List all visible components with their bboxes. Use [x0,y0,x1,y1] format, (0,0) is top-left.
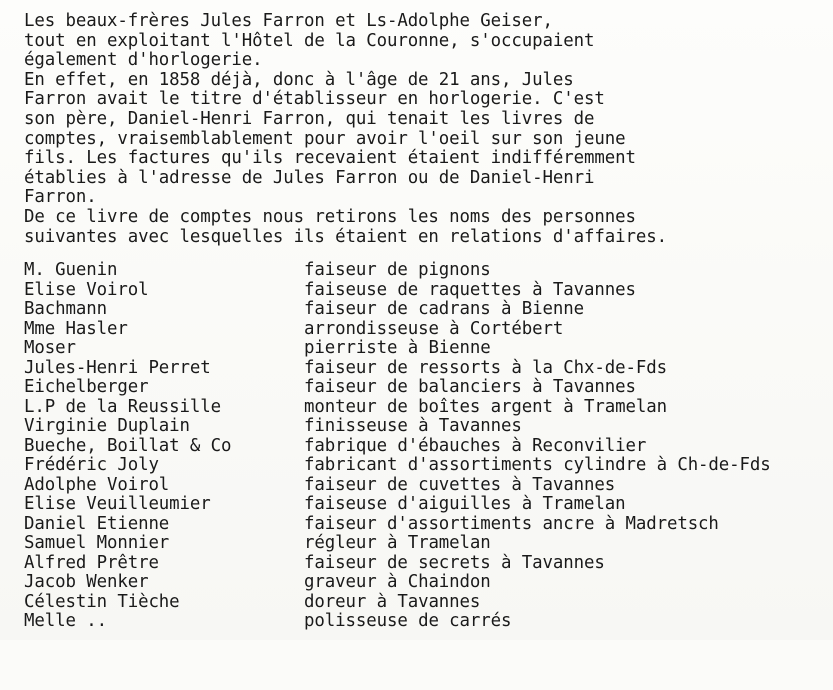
intro-line: De ce livre de comptes nous retirons les noms des personnes [24,206,636,227]
business-contacts-list [24,261,833,632]
contact-name: Melle .. [24,611,107,631]
contact-name: Elise Veuilleumier [24,494,211,514]
intro-line: suivantes avec lesquelles ils étaient en relations d'affaires. [24,226,667,247]
intro-line: En effet, en 1858 déjà, donc à l'âge de 21 ans, Jules [24,69,574,90]
contact-name: Jacob Wenker [24,572,149,592]
list-item [24,534,833,554]
contact-name: Mme Hasler [24,318,128,339]
contact-name: Bueche, Boillat & Co [24,435,232,456]
contact-trade: faiseur de pignons [304,260,491,280]
contact-trade: arrondisseuse à Cortébert [304,318,564,339]
contact-trade: faiseur de ressorts à la Chx-de-Fds [304,357,667,378]
list-item [24,456,833,476]
list-item [24,359,833,379]
contact-name: Eichelberger [24,377,149,397]
list-item [24,476,833,496]
list-item [24,339,833,359]
contact-name: Alfred Prêtre [24,552,159,573]
contact-trade: fabricant d'assortiments cylindre à Ch-de-Fds [304,455,771,475]
intro-line: son père, Daniel-Henri Farron, qui tenait les livres de [24,108,595,129]
list-item [24,495,833,515]
contact-name: L.P de la Reussille [24,396,222,417]
contact-name: Bachmann [24,299,107,319]
intro-line: Farron. [24,187,97,208]
contact-trade: faiseur de secrets à Tavannes [304,552,605,573]
contact-trade: polisseuse de carrés [304,611,512,631]
contact-trade: fabrique d'ébauches à Reconvilier [304,435,647,456]
contact-trade: faiseur de cadrans à Bienne [304,299,584,319]
list-item [24,417,833,437]
contact-name: Daniel Etienne [24,513,170,534]
intro-line: comptes, vraisemblablement pour avoir l'oeil sur son jeune [24,128,626,149]
list-item [24,398,833,418]
contact-trade: pierriste à Bienne [304,338,491,358]
list-item [24,593,833,613]
contact-trade: régleur à Tramelan [304,533,491,553]
contact-name: Moser [24,338,76,358]
contact-trade: monteur de boîtes argent à Tramelan [304,396,667,417]
contact-trade: faiseuse de raquettes à Tavannes [304,279,636,300]
list-item [24,515,833,535]
intro-line: tout en exploitant l'Hôtel de la Couronne, s'occupaient [24,30,595,51]
intro-line: également d'horlogerie. [24,50,263,71]
contact-trade: finisseuse à Tavannes [304,416,522,436]
contact-name: Célestin Tièche [24,591,180,612]
contact-trade: faiseur de balanciers à Tavannes [304,377,636,397]
contact-trade: graveur à Chaindon [304,572,491,592]
contact-name: Samuel Monnier [24,533,170,553]
list-item [24,378,833,398]
intro-line: Farron avait le titre d'établisseur en horlogerie. C'est [24,89,605,110]
intro-line: Les beaux-frères Jules Farron et Ls-Adolphe Geiser, [24,11,553,31]
list-item [24,261,833,281]
contact-name: Virginie Duplain [24,416,190,436]
contact-name: M. Guenin [24,260,118,280]
list-item [24,437,833,457]
contact-name: Frédéric Joly [24,455,159,475]
contact-name: Elise Voirol [24,279,149,300]
intro-line: fils. Les factures qu'ils recevaient étaient indifféremment [24,148,636,169]
list-item [24,320,833,340]
list-item [24,554,833,574]
contact-name: Jules-Henri Perret [24,357,211,378]
list-item [24,281,833,301]
list-item [24,612,833,632]
contact-trade: doreur à Tavannes [304,591,481,612]
intro-line: établies à l'adresse de Jules Farron ou de Daniel-Henri [24,167,595,188]
contact-trade: faiseuse d'aiguilles à Tramelan [304,494,626,514]
list-item [24,300,833,320]
list-item [24,573,833,593]
contact-name: Adolphe Voirol [24,474,170,495]
contact-trade: faiseur d'assortiments ancre à Madretsch [304,513,719,534]
contact-trade: faiseur de cuvettes à Tavannes [304,474,616,495]
intro-paragraph [24,12,667,247]
